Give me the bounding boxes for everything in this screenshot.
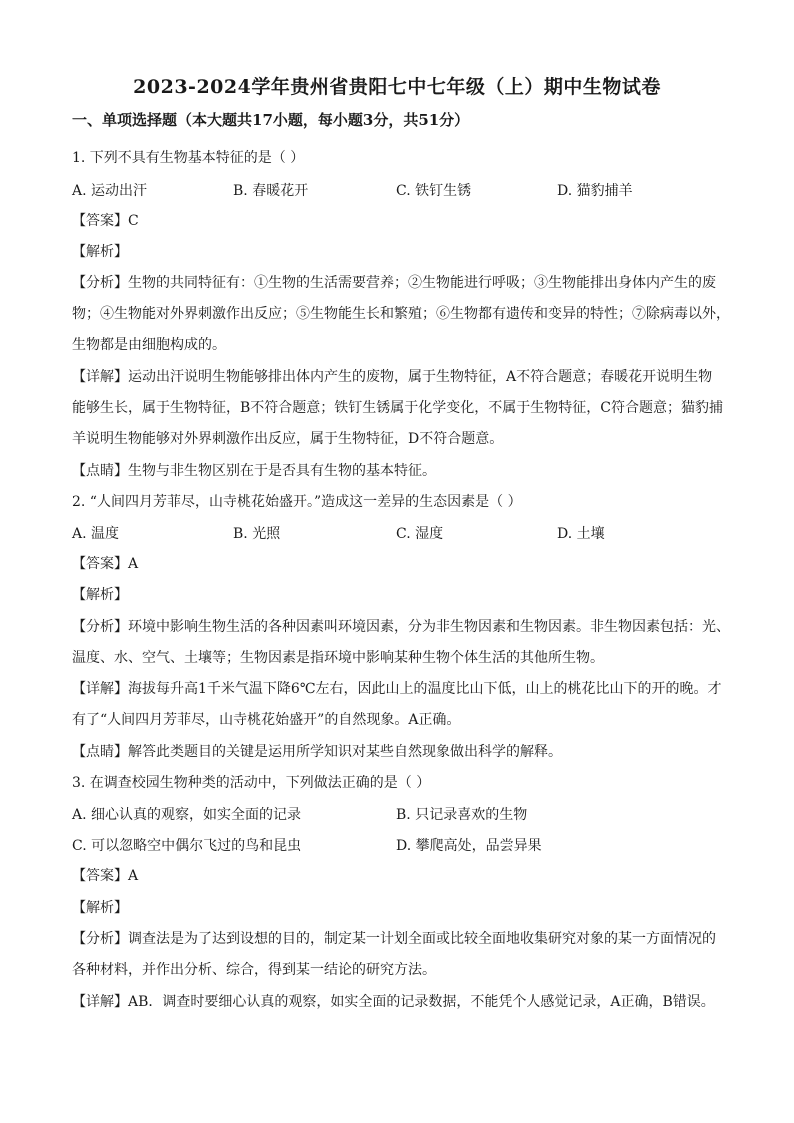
q1-detail-line: 羊说明生物能够对外界刺激作出反应，属于生物特征，D不符合题意。 xyxy=(72,431,504,447)
q2-option-d: D. 土壤 xyxy=(557,526,605,542)
question-2-stem: 2. “人间四月芳菲尽，山寺桃花始盛开。”造成这一差异的生态因素是（ ） xyxy=(72,494,522,510)
q3-analysis-label: 【解析】 xyxy=(72,900,128,916)
q1-detail-line: 能够生长，属于生物特征，B不符合题意；铁钉生锈属于化学变化，不属于生物特征，C符合题意；猫豹捕 xyxy=(72,400,723,416)
q3-option-b: B. 只记录喜欢的生物 xyxy=(396,807,528,823)
q3-option-c: C. 可以忽略空中偶尔飞过的鸟和昆虫 xyxy=(72,838,302,854)
section-heading: 一、单项选择题（本大题共17小题，每小题3分，共51分） xyxy=(72,111,470,129)
q1-analysis-line: 物；④生物能对外界刺激作出反应；⑤生物能生长和繁殖；⑥生物都有遗传和变异的特性；⑦除病毒以外， xyxy=(72,306,730,322)
q2-analysis-label: 【解析】 xyxy=(72,587,128,603)
q1-analysis-line: 【分析】生物的共同特征有：①生物的生活需要营养；②生物能进行呼吸；③生物能排出身体内产生的废 xyxy=(72,275,716,291)
q3-answer: 【答案】A xyxy=(72,868,139,884)
q2-option-a: A. 温度 xyxy=(72,526,120,542)
q3-analysis-line: 【分析】调查法是为了达到设想的目的，制定某一计划全面或比较全面地收集研究对象的某一方面情况的 xyxy=(72,931,716,947)
q2-answer: 【答案】A xyxy=(72,556,139,572)
q2-analysis-line: 【分析】环境中影响生物生活的各种因素叫环境因素，分为非生物因素和生物因素。非生物因素包括：光、 xyxy=(72,619,730,635)
q1-option-c: C. 铁钉生锈 xyxy=(396,183,472,199)
page-title: 2023-2024学年贵州省贵阳七中七年级（上）期中生物试卷 xyxy=(133,76,661,98)
q1-analysis-label: 【解析】 xyxy=(72,244,128,260)
question-1-stem: 1. 下列不具有生物基本特征的是（ ） xyxy=(72,150,305,166)
q1-key-point: 【点睛】生物与非生物区别在于是否具有生物的基本特征。 xyxy=(72,463,436,479)
q1-option-a: A. 运动出汗 xyxy=(72,183,148,199)
q2-detail-line: 有了“人间四月芳菲尽，山寺桃花始盛开”的自然现象。A正确。 xyxy=(72,712,461,728)
q3-analysis-line: 各种材料，并作出分析、综合，得到某一结论的研究方法。 xyxy=(72,962,436,978)
q3-option-d: D. 攀爬高处，品尝异果 xyxy=(396,838,542,854)
q1-detail-line: 【详解】运动出汗说明生物能够排出体内产生的废物，属于生物特征，A不符合题意；春暖花开说明生物 xyxy=(72,369,713,385)
q2-option-c: C. 湿度 xyxy=(396,526,444,542)
q1-answer: 【答案】C xyxy=(72,213,139,229)
q1-option-b: B. 春暖花开 xyxy=(233,183,309,199)
q2-option-b: B. 光照 xyxy=(233,526,281,542)
q2-analysis-line: 温度、水、空气、土壤等；生物因素是指环境中影响某种生物个体生活的其他所生物。 xyxy=(72,650,604,666)
q1-analysis-line: 生物都是由细胞构成的。 xyxy=(72,337,226,353)
q2-key-point: 【点睛】解答此类题目的关键是运用所学知识对某些自然现象做出科学的解释。 xyxy=(72,744,562,760)
q2-detail-line: 【详解】海拔每升高1千米气温下降6℃左右，因此山上的温度比山下低，山上的桃花比山下的开的晚。才 xyxy=(72,681,722,697)
q1-option-d: D. 猫豹捕羊 xyxy=(557,183,633,199)
question-3-stem: 3. 在调查校园生物种类的活动中，下列做法正确的是（ ） xyxy=(72,775,431,791)
q3-detail-line: 【详解】AB．调查时要细心认真的观察，如实全面的记录数据，不能凭个人感觉记录，A正确，B错误。 xyxy=(72,994,715,1010)
q3-option-a: A. 细心认真的观察，如实全面的记录 xyxy=(72,807,302,823)
